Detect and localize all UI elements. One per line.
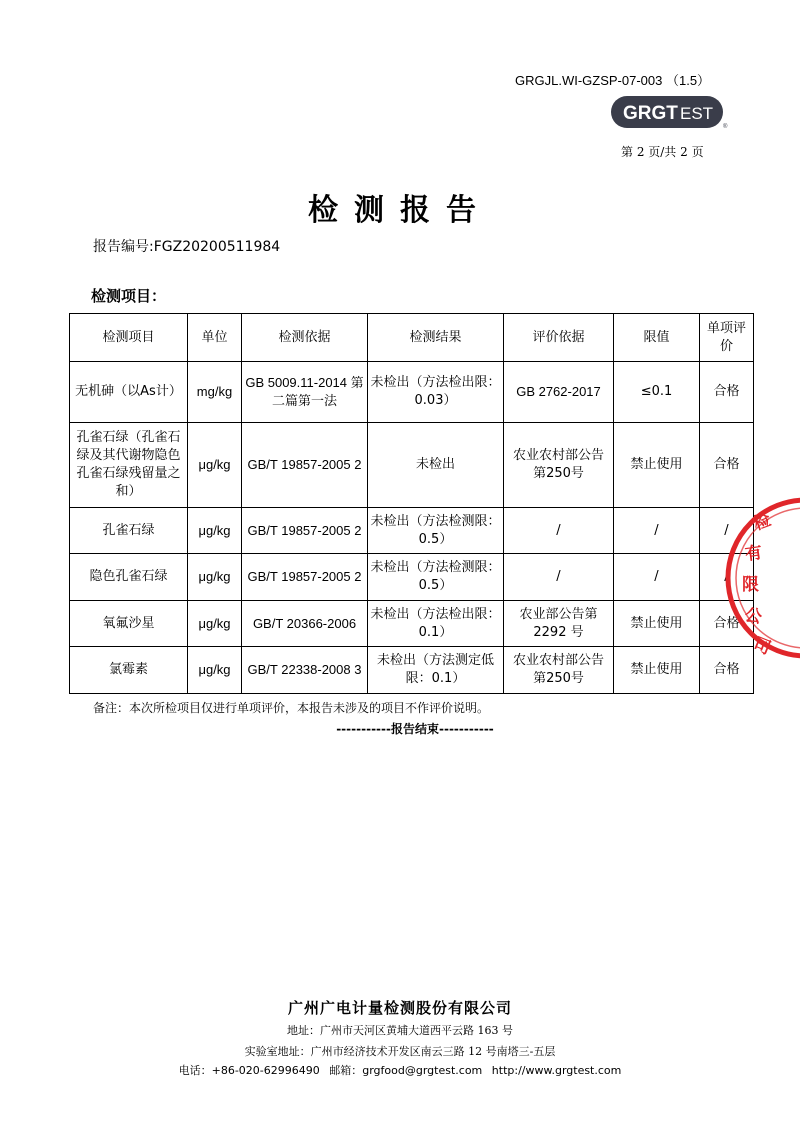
website-link[interactable]: http://www.grgtest.com [491, 1064, 622, 1077]
header-cell: 检测依据 [242, 314, 368, 362]
seal-text-2: 有 [743, 542, 764, 565]
header-cell: 检测结果 [368, 314, 504, 362]
method-cell: GB/T 19857-2005 2 [242, 423, 368, 508]
result-cell: 未检出（方法检测限：0.5） [368, 554, 504, 601]
item-cell: 隐色孔雀石绿 [70, 554, 188, 601]
table-row [70, 423, 754, 508]
limit-cell: 禁止使用 [614, 423, 700, 508]
company-seal-stamp [718, 490, 800, 666]
basis-cell: 农业农村部公告 第250号 [504, 423, 614, 508]
limit-cell: ≤0.1 [614, 362, 700, 423]
report-number: 报告编号:FGZ20200511984 [93, 239, 281, 255]
seal-text-5: 司 [750, 634, 774, 660]
results-table [69, 313, 754, 694]
document-code: GRGJL.WI-GZSP-07-003 （1.5） [515, 73, 711, 88]
basis-cell: / [504, 508, 614, 554]
table-row [70, 647, 754, 694]
contact-line [0, 1062, 800, 1078]
evaluation-cell: 合格 [700, 423, 754, 508]
company-name: 广州广电计量检测股份有限公司 [287, 999, 512, 1017]
unit-cell: mg/kg [188, 362, 242, 423]
header-cell: 检测项目 [70, 314, 188, 362]
registered-mark: ® [723, 124, 728, 129]
method-cell: GB 5009.11-2014 第二篇第一法 [242, 362, 368, 423]
logo-text-bold: GRGT [623, 103, 678, 124]
unit-cell: μg/kg [188, 647, 242, 694]
result-cell: 未检出（方法检测限：0.5） [368, 508, 504, 554]
table-header-row [70, 314, 754, 362]
lab-address: 实验室地址：广州市经济技术开发区南云三路 12 号南塔三-五层 [244, 1045, 556, 1058]
method-cell: GB/T 22338-2008 3 [242, 647, 368, 694]
unit-cell: μg/kg [188, 601, 242, 647]
method-cell: GB/T 19857-2005 2 [242, 508, 368, 554]
seal-text-1: 检 [750, 510, 774, 535]
result-cell: 未检出（方法测定低限：0.1） [368, 647, 504, 694]
item-cell: 孔雀石绿（孔雀石绿及其代谢物隐色孔雀石绿残留量之和） [70, 423, 188, 508]
header-cell: 单项评价 [700, 314, 754, 362]
unit-cell: μg/kg [188, 508, 242, 554]
evaluation-cell: 合格 [700, 647, 754, 694]
basis-cell: GB 2762-2017 [504, 362, 614, 423]
result-cell: 未检出（方法检出限：0.1） [368, 601, 504, 647]
table-row [70, 601, 754, 647]
table-row [70, 508, 754, 554]
seal-text-4: 公 [743, 605, 764, 628]
remark-note: 备注：本次所检项目仅进行单项评价，本报告未涉及的项目不作评价说明。 [93, 701, 490, 715]
company-address: 地址：广州市天河区黄埔大道西平云路 163 号 [287, 1024, 513, 1037]
unit-cell: μg/kg [188, 423, 242, 508]
email-link[interactable]: 邮箱：grgfood@grgtest.com [329, 1064, 483, 1077]
logo-text-light: EST [680, 104, 714, 123]
seal-text-3: 限 [742, 575, 759, 595]
result-cell: 未检出 [368, 423, 504, 508]
limit-cell: 禁止使用 [614, 601, 700, 647]
header-cell: 单位 [188, 314, 242, 362]
limit-cell: / [614, 508, 700, 554]
table-row [70, 554, 754, 601]
unit-cell: μg/kg [188, 554, 242, 601]
method-cell: GB/T 19857-2005 2 [242, 554, 368, 601]
evaluation-cell: / [700, 508, 754, 554]
result-cell: 未检出（方法检出限：0.03） [368, 362, 504, 423]
method-cell: GB/T 20366-2006 [242, 601, 368, 647]
report-title: 检测报告 [308, 193, 492, 228]
item-cell: 氧氟沙星 [70, 601, 188, 647]
evaluation-cell: / [700, 554, 754, 601]
item-cell: 孔雀石绿 [70, 508, 188, 554]
limit-cell: / [614, 554, 700, 601]
table-row [70, 362, 754, 423]
phone-text: 电话：+86-020-62996490 [178, 1064, 320, 1077]
basis-cell: / [504, 554, 614, 601]
header-cell: 评价依据 [504, 314, 614, 362]
item-cell: 无机砷（以As计） [70, 362, 188, 423]
basis-cell: 农业部公告第 2292 号 [504, 601, 614, 647]
item-cell: 氯霉素 [70, 647, 188, 694]
header-cell: 限值 [614, 314, 700, 362]
report-end-mark: -----------报告结束----------- [336, 722, 494, 736]
page-number: 第 2 页/共 2 页 [621, 145, 704, 159]
grgtest-logo [610, 95, 728, 129]
basis-cell: 农业农村部公告 第250号 [504, 647, 614, 694]
evaluation-cell: 合格 [700, 601, 754, 647]
limit-cell: 禁止使用 [614, 647, 700, 694]
evaluation-cell: 合格 [700, 362, 754, 423]
section-heading: 检测项目： [91, 287, 167, 305]
